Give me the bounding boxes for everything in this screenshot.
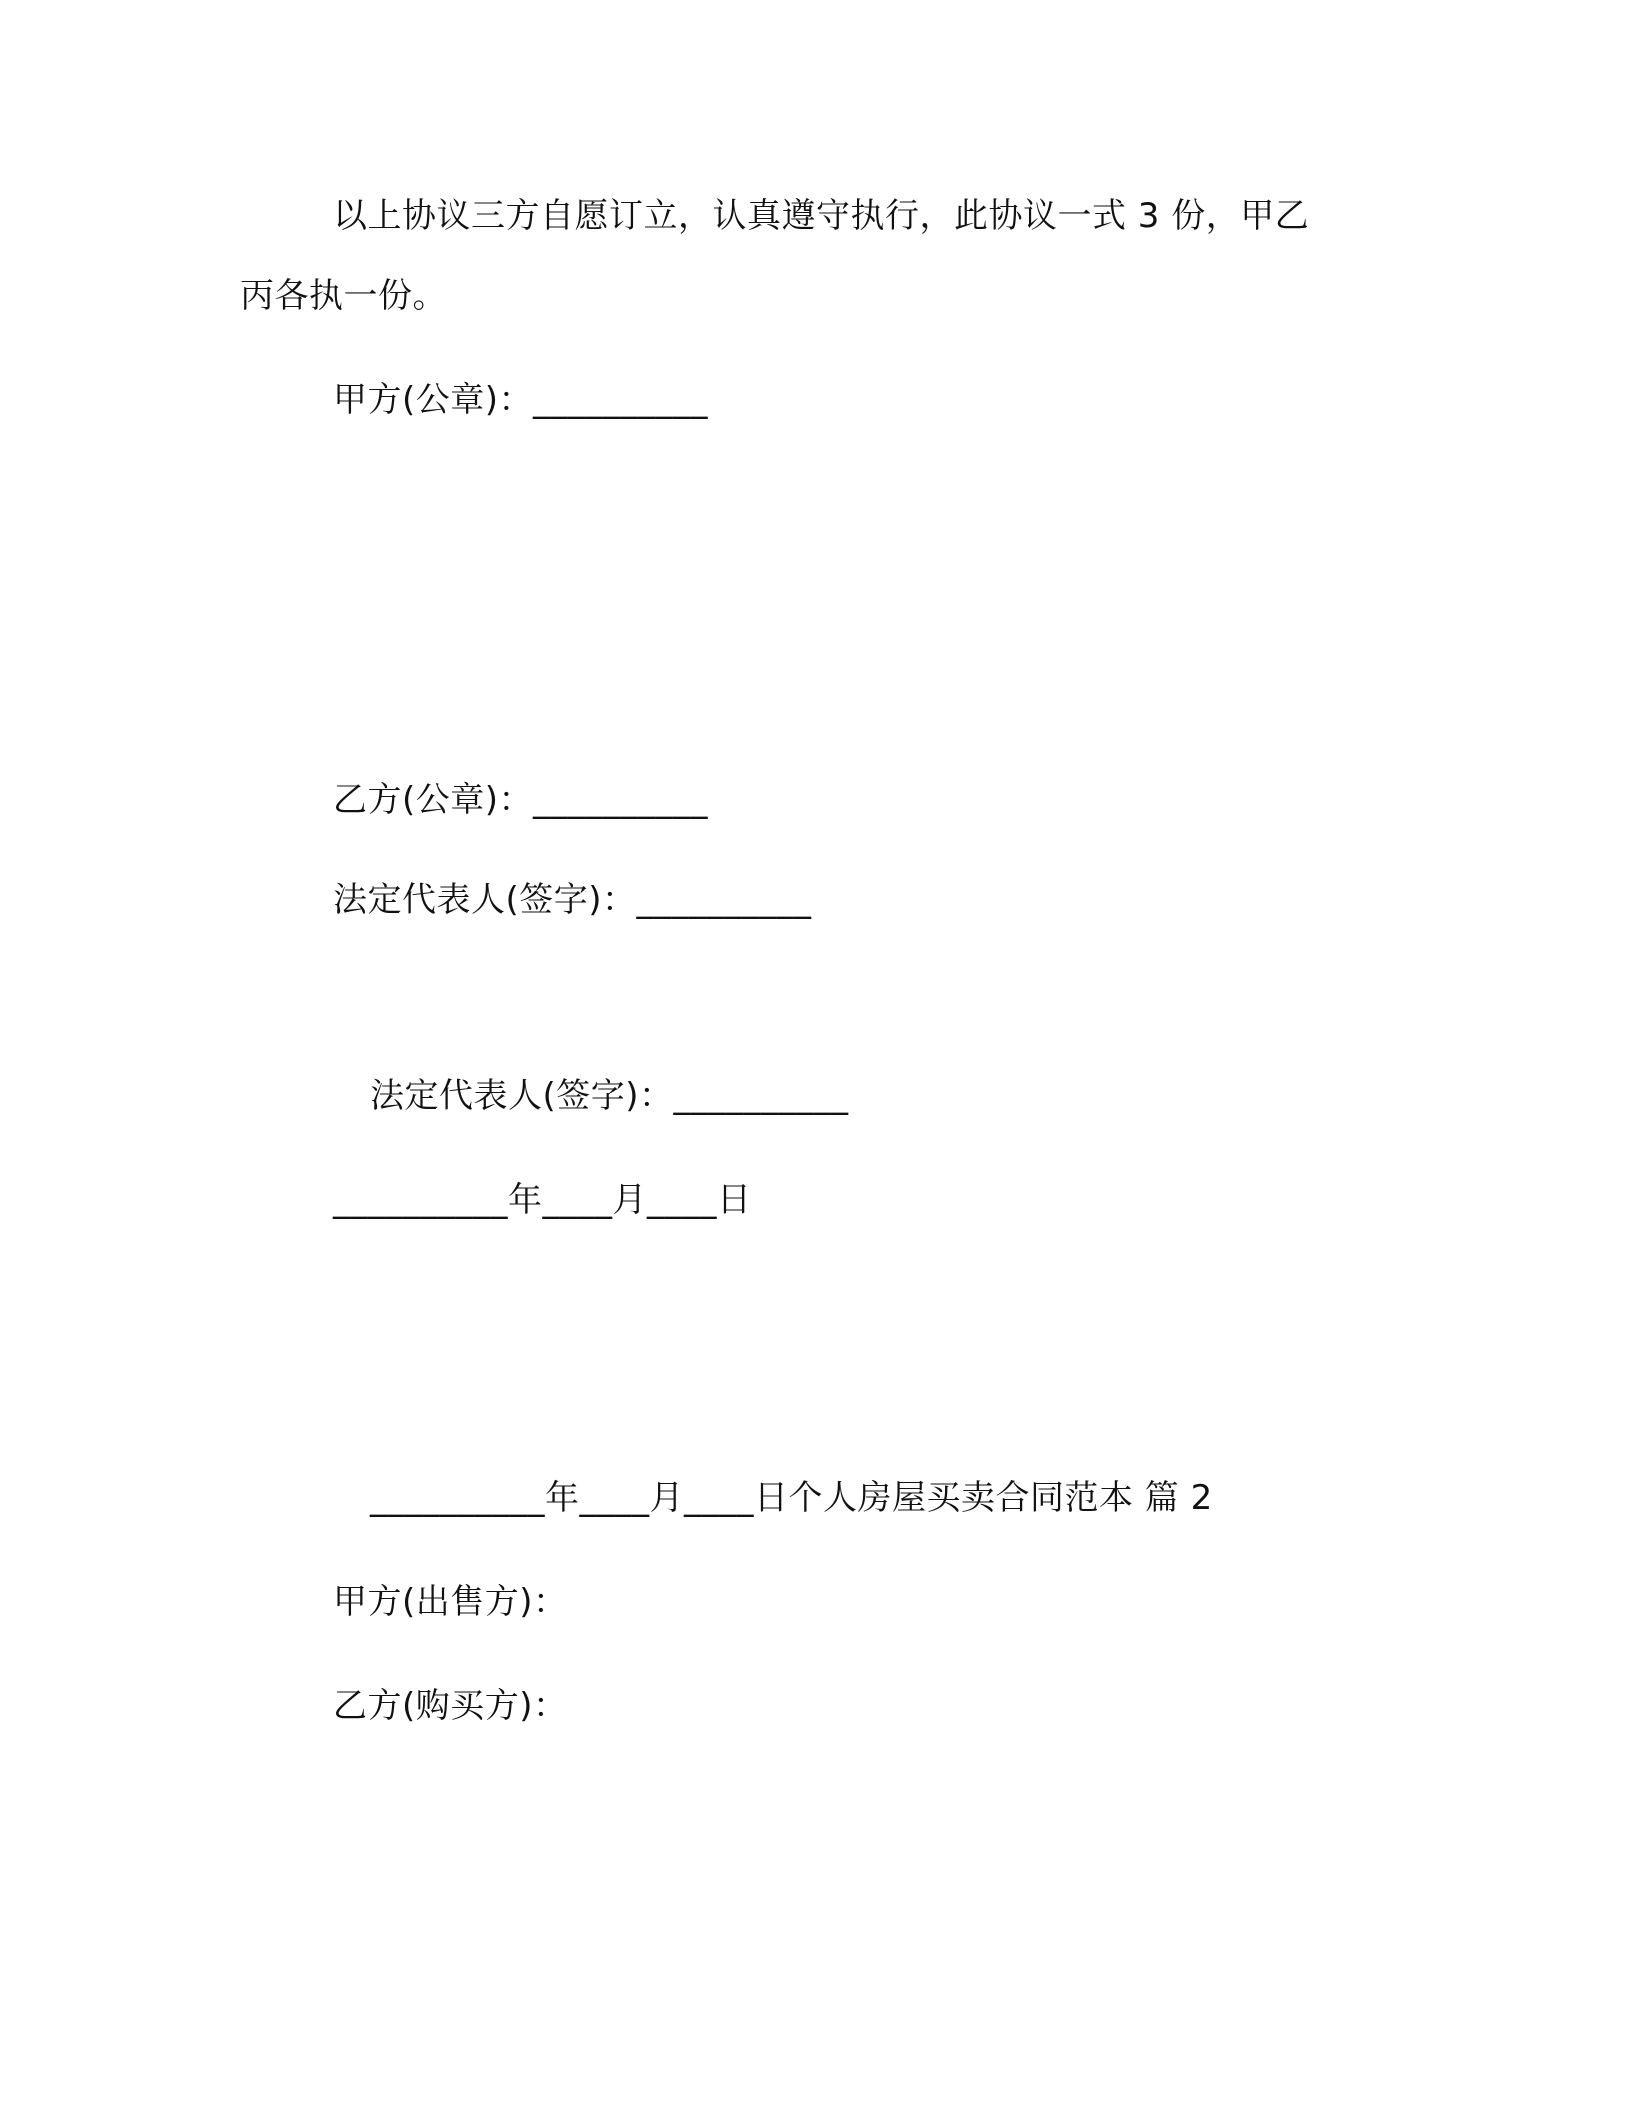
agreement-text-line-2: 丙各执一份。 [240, 276, 447, 316]
party-b-seal-line: 乙方(公章)：__________ [333, 780, 709, 820]
legal-representative-line-1: 法定代表人(签字)：__________ [333, 880, 812, 920]
party-a-seal-line: 甲方(公章)：__________ [333, 380, 709, 420]
seller-line: 甲方(出售方)： [333, 1582, 568, 1622]
legal-representative-line-2: 法定代表人(签字)：__________ [370, 1076, 849, 1116]
agreement-text-line-1: 以上协议三方自愿订立，认真遵守执行，此协议一式 3 份，甲乙 [333, 196, 1310, 236]
section-heading: __________年____月____日个人房屋买卖合同范本 篇 2 [370, 1478, 1213, 1518]
date-line: __________年____月____日 [333, 1180, 752, 1220]
buyer-line: 乙方(购买方)： [333, 1686, 568, 1726]
